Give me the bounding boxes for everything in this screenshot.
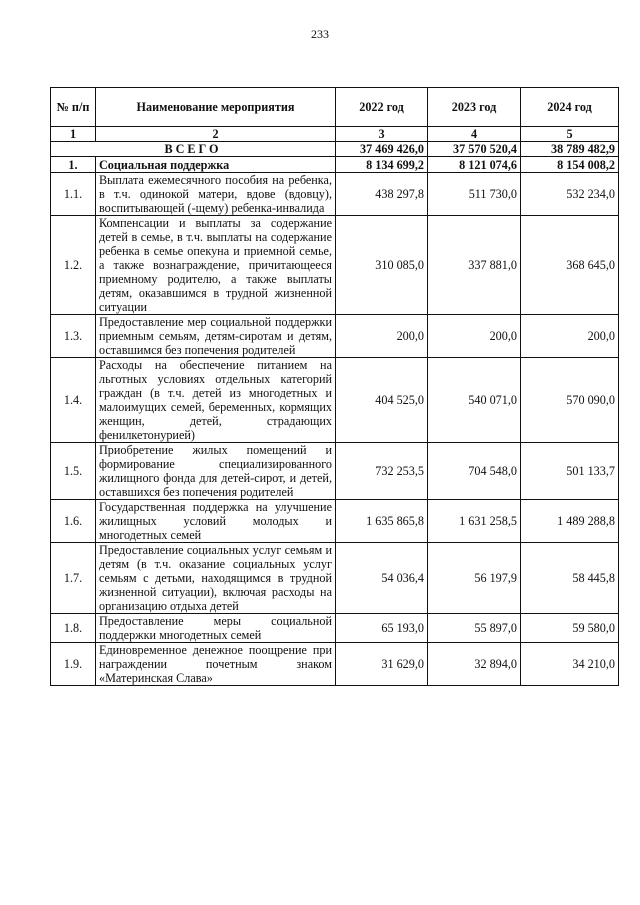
row-2022: 200,0 (336, 315, 428, 358)
section-2024: 8 154 008,2 (521, 157, 619, 173)
row-number: 1.3. (51, 315, 96, 358)
row-number: 1.7. (51, 543, 96, 614)
row-number: 1.1. (51, 173, 96, 216)
header-name: Наименование мероприятия (96, 88, 336, 127)
table-row (51, 173, 619, 216)
header-2023: 2023 год (428, 88, 521, 127)
row-name: Приобретение жилых помещений и формирование специализированного жилищного фонда для детей-сирот, и детей, оставшихся без попечения родителей (96, 443, 336, 500)
row-2024: 59 580,0 (521, 614, 619, 643)
total-label: ВСЕГО (51, 142, 336, 157)
table-row (51, 543, 619, 614)
row-2023: 540 071,0 (428, 358, 521, 443)
row-2024: 34 210,0 (521, 643, 619, 686)
row-name: Предоставление социальных услуг семьям и детям (в т.ч. оказание социальных услуг семьям с детьми, находящимся в трудной жизненной ситуации), включая расходы на организацию отдыха детей (96, 543, 336, 614)
row-2022: 31 629,0 (336, 643, 428, 686)
row-2022: 438 297,8 (336, 173, 428, 216)
column-number: 1 (51, 127, 96, 142)
total-row (51, 142, 619, 157)
row-2022: 65 193,0 (336, 614, 428, 643)
table-row (51, 358, 619, 443)
row-2022: 404 525,0 (336, 358, 428, 443)
row-2024: 532 234,0 (521, 173, 619, 216)
row-2023: 704 548,0 (428, 443, 521, 500)
table-row (51, 614, 619, 643)
row-name: Предоставление мер социальной поддержки приемным семьям, детям-сиротам и детям, оставшимся без попечения родителей (96, 315, 336, 358)
total-2023: 37 570 520,4 (428, 142, 521, 157)
row-name: Компенсации и выплаты за содержание детей в семье, в т.ч. выплаты на содержание ребенка в семье опекуна и приемной семье, а также вознаграждение, причитающееся приемному родителю, а также выплаты детям, оказавшимся в трудной жизненной ситуации (96, 216, 336, 315)
table-row (51, 216, 619, 315)
row-2023: 511 730,0 (428, 173, 521, 216)
row-2023: 1 631 258,5 (428, 500, 521, 543)
budget-table (50, 87, 619, 686)
row-2023: 337 881,0 (428, 216, 521, 315)
row-number: 1.4. (51, 358, 96, 443)
row-2024: 58 445,8 (521, 543, 619, 614)
header-num: № п/п (51, 88, 96, 127)
column-number: 5 (521, 127, 619, 142)
column-number: 2 (96, 127, 336, 142)
total-2022: 37 469 426,0 (336, 142, 428, 157)
column-number: 4 (428, 127, 521, 142)
row-2023: 55 897,0 (428, 614, 521, 643)
section-2022: 8 134 699,2 (336, 157, 428, 173)
page-number: 233 (311, 27, 329, 41)
row-2022: 732 253,5 (336, 443, 428, 500)
total-2024: 38 789 482,9 (521, 142, 619, 157)
table-row (51, 500, 619, 543)
row-name: Расходы на обеспечение питанием на льготных условиях отдельных категорий граждан (в т.ч. детей из многодетных и малоимущих семей, беременных, кормящих женщин, детей, страдающих фенилкетонурией) (96, 358, 336, 443)
header-2024: 2024 год (521, 88, 619, 127)
section-row (51, 157, 619, 173)
table-header-row (51, 88, 619, 127)
row-2024: 368 645,0 (521, 216, 619, 315)
row-2024: 200,0 (521, 315, 619, 358)
section-2023: 8 121 074,6 (428, 157, 521, 173)
row-number: 1.9. (51, 643, 96, 686)
table-row (51, 443, 619, 500)
row-number: 1.6. (51, 500, 96, 543)
row-name: Единовременное денежное поощрение при награждении почетным знаком «Материнская Слава» (96, 643, 336, 686)
row-2022: 1 635 865,8 (336, 500, 428, 543)
row-2022: 310 085,0 (336, 216, 428, 315)
row-name: Государственная поддержка на улучшение жилищных условий молодых и многодетных семей (96, 500, 336, 543)
row-2024: 570 090,0 (521, 358, 619, 443)
row-2023: 200,0 (428, 315, 521, 358)
row-2022: 54 036,4 (336, 543, 428, 614)
column-number: 3 (336, 127, 428, 142)
header-2022: 2022 год (336, 88, 428, 127)
row-number: 1.2. (51, 216, 96, 315)
section-name: Социальная поддержка (96, 157, 336, 173)
row-2023: 32 894,0 (428, 643, 521, 686)
table-row (51, 315, 619, 358)
row-number: 1.5. (51, 443, 96, 500)
row-2023: 56 197,9 (428, 543, 521, 614)
row-name: Предоставление меры социальной поддержки многодетных семей (96, 614, 336, 643)
column-number-row (51, 127, 619, 142)
table-row (51, 643, 619, 686)
section-number: 1. (51, 157, 96, 173)
row-name: Выплата ежемесячного пособия на ребенка, в т.ч. одинокой матери, вдове (вдовцу), воспитывающей (-щему) ребенка-инвалида (96, 173, 336, 216)
row-2024: 501 133,7 (521, 443, 619, 500)
row-number: 1.8. (51, 614, 96, 643)
row-2024: 1 489 288,8 (521, 500, 619, 543)
